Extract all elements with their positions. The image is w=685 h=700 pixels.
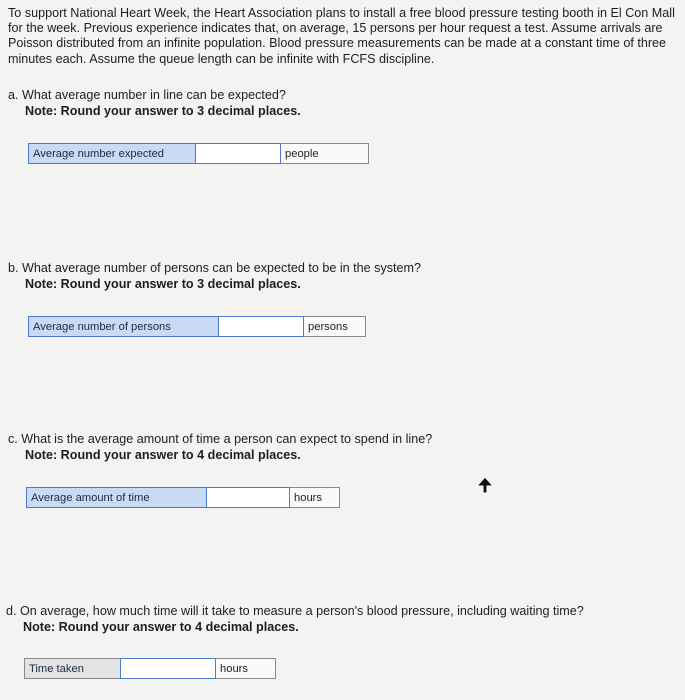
mouse-pointer-icon: [476, 474, 494, 496]
question-b-label: b. What average number of persons can be expected to be in the system?: [8, 261, 422, 275]
question-b-note: Note: Round your answer to 3 decimal places.: [25, 276, 301, 291]
answer-b-unit: persons: [304, 316, 366, 337]
answer-a-caption: Average number expected: [28, 143, 195, 164]
question-a: [8, 88, 668, 119]
problem-intro: To support National Heart Week, the Heart Association plans to install a free blood pressure testing booth in El Con Mall for the week. Previous experience indicates that, on average, 15 persons per hour request a test. Assume arrivals are Poisson distributed from an infinite population. Blood pressure measurements can be made at a constant time of three minutes each. Assume the queue length can be infinite with FCFS discipline.: [8, 6, 675, 66]
question-d-label: d. On average, how much time will it take to measure a person's blood pressure, including waiting time?: [6, 604, 584, 618]
answer-d-unit: hours: [216, 658, 276, 679]
question-d-note: Note: Round your answer to 4 decimal places.: [23, 619, 299, 634]
question-d: [6, 604, 676, 635]
answer-c-caption: Average amount of time: [26, 487, 206, 508]
question-a-label: a. What average number in line can be expected?: [8, 88, 286, 102]
answer-row-a: [28, 143, 369, 164]
question-c-label: c. What is the average amount of time a person can expect to spend in line?: [8, 432, 433, 446]
answer-b-caption: Average number of persons: [28, 316, 218, 337]
answer-row-b: [28, 316, 366, 337]
answer-d-input[interactable]: [120, 658, 216, 679]
answer-d-caption: Time taken: [24, 658, 120, 679]
answer-c-unit: hours: [290, 487, 340, 508]
answer-row-c: [26, 487, 340, 508]
answer-a-unit: people: [281, 143, 369, 164]
question-b: [8, 261, 668, 292]
question-c: [8, 432, 668, 463]
answer-a-input[interactable]: [195, 143, 281, 164]
answer-row-d: [24, 658, 276, 679]
question-a-note: Note: Round your answer to 3 decimal places.: [25, 103, 301, 118]
answer-b-input[interactable]: [218, 316, 304, 337]
answer-c-input[interactable]: [206, 487, 290, 508]
question-c-note: Note: Round your answer to 4 decimal places.: [25, 447, 301, 462]
